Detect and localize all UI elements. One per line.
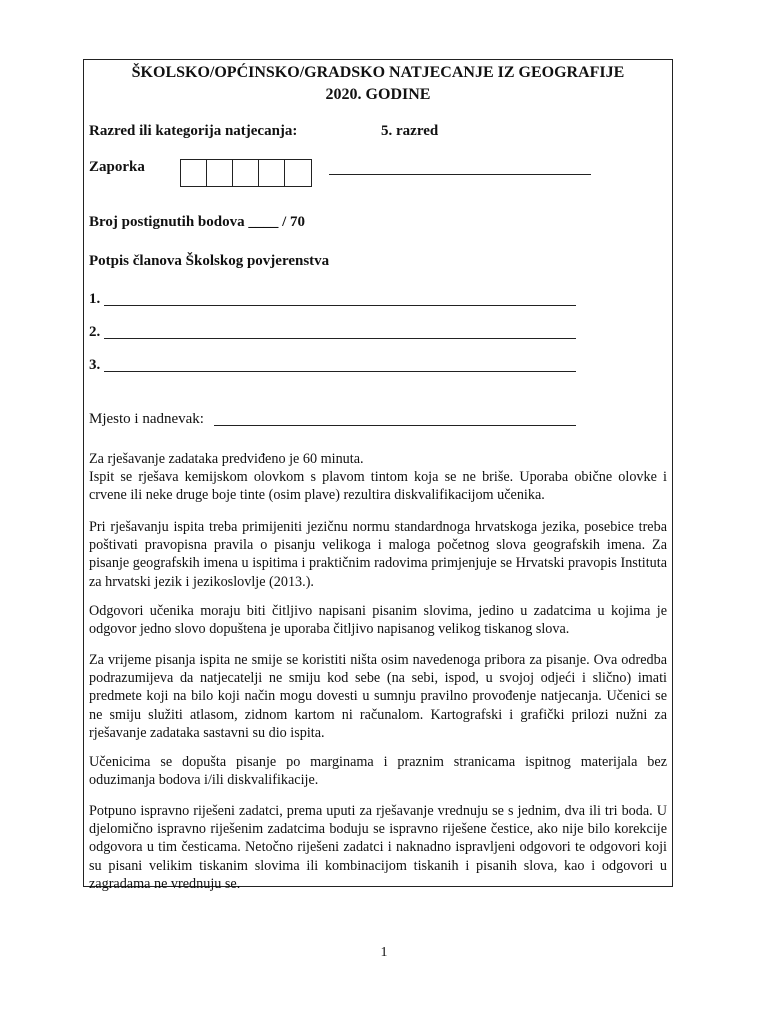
instruction-margins: Učenicima se dopušta pisanje po marginama i praznim stranicama ispitnog materijala bez oduzimanja bodova i/ili diskvalifikacije. [89, 754, 667, 789]
signature-line-3[interactable] [104, 371, 576, 372]
place-date-label: Mjesto i nadnevak: [89, 411, 204, 427]
category-label: Razred ili kategorija natjecanja: [89, 123, 298, 139]
code-box[interactable] [259, 160, 285, 186]
code-boxes[interactable] [180, 159, 312, 187]
signature-line-2[interactable] [104, 338, 576, 339]
signature-line-1[interactable] [104, 305, 576, 306]
code-box[interactable] [285, 160, 311, 186]
instruction-materials: Za vrijeme pisanja ispita ne smije se koristiti ništa osim navedenoga pribora za pisanje. Ova odredba podrazumijeva da natjecatelji ne smiju kod sebe (na sebi, ispod, u svojoj odjeći i slično) imati predmete koji na bilo koji način mogu dovesti u sumnju pravilno provođenje natjecanja. Učenici se ne smiju služiti atlasom, zidnom kartom ni računalom. Kartografski i grafički prilozi nužni za rješavanje zadataka sastavni su dio ispita. [89, 652, 667, 741]
signatures-label: Potpis članova Školskog povjerenstva [89, 253, 330, 269]
code-name-line[interactable] [329, 174, 591, 175]
code-label: Zaporka [89, 159, 145, 175]
code-box[interactable] [207, 160, 233, 186]
instruction-handwriting: Odgovori učenika moraju biti čitljivo napisani pisanim slovima, jedino u zadatcima u kojima je odgovor jedno slovo dopuštena je uporaba čitljivo napisanog velikog tiskanog slova. [89, 603, 667, 638]
signature-number-2: 2. [89, 324, 101, 340]
instruction-pen: Ispit se rješava kemijskom olovkom s plavom tintom koja se ne briše. Uporaba obične olovke i crvene ili neke druge boje tinte (osim plave) rezultira diskvalifikacijom učenika. [89, 469, 667, 504]
title-line-1: ŠKOLSKO/OPĆINSKO/GRADSKO NATJECANJE IZ GEOGRAFIJE [131, 64, 625, 81]
instruction-language: Pri rješavanju ispita treba primijeniti jezičnu normu standardnoga hrvatskoga jezika, posebice treba poštivati pravopisna pravila o pisanju velikoga i maloga početnog slova geografskih imena. Za pisanje geografskih imena u ispitima i praktičnim radovima primjenjuje se Hrvatski pravopis Instituta za hrvatski jezik i jezikoslovlje (2013.). [89, 519, 667, 590]
code-box[interactable] [181, 160, 207, 186]
points-label: Broj postignutih bodova ____ / 70 [89, 214, 306, 230]
title-line-2: 2020. GODINE [325, 86, 431, 103]
page-title [83, 62, 673, 106]
signature-number-3: 3. [89, 357, 101, 373]
place-date-line[interactable] [214, 425, 576, 426]
code-box[interactable] [233, 160, 259, 186]
instruction-time: Za rješavanje zadataka predviđeno je 60 minuta. [89, 451, 364, 467]
category-value: 5. razred [381, 123, 439, 139]
instruction-scoring: Potpuno ispravno riješeni zadatci, prema uputi za rješavanje vrednuju se s jednim, dva ili tri boda. U djelomično ispravno riješenim zadatcima boduju se ispravno riješene čestice, ako nije bilo korekcije odgovora u tim česticama. Netočno riješeni zadatci i naknadno ispravljeni odgovori te odgovori koji su pisani velikim tiskanim slovima ili kombinacijom tiskanih i pisanih slova, kao i odgovori u zagradama ne vrednuju se. [89, 803, 667, 892]
page-number: 1 [380, 945, 388, 960]
signature-number-1: 1. [89, 291, 101, 307]
